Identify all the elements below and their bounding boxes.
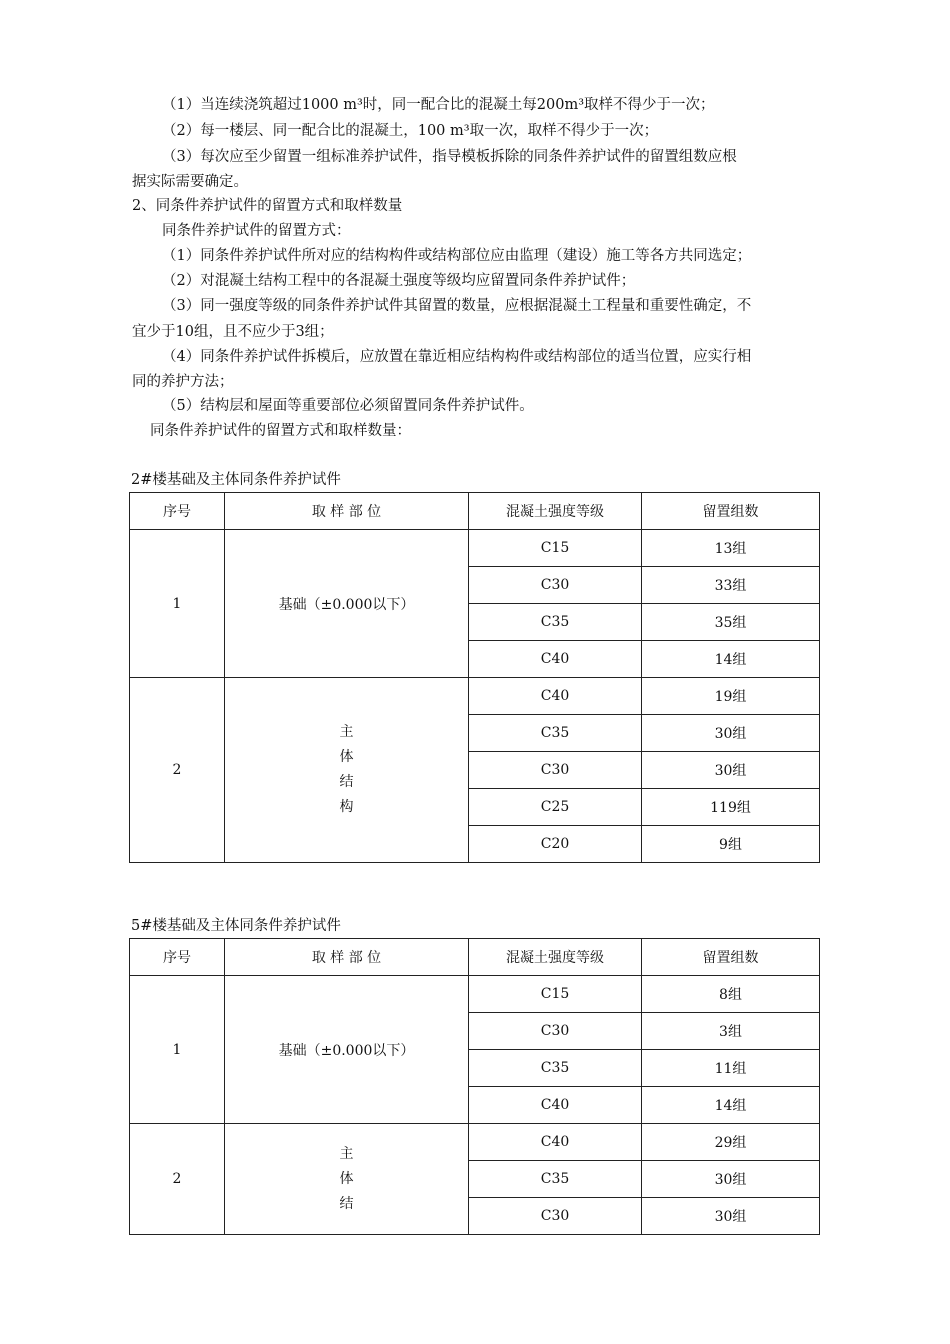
table-header-row <box>130 939 820 976</box>
row-number: 1 <box>130 530 225 678</box>
count-cell: 30组 <box>642 1198 820 1235</box>
grade-cell: C25 <box>469 789 642 826</box>
count-cell: 14组 <box>642 641 820 678</box>
location-char: 体 <box>339 749 354 765</box>
rule-item-3-line1: （3）同一强度等级的同条件养护试件其留置的数量，应根据混凝土工程量和重要性确定，不 <box>162 298 752 314</box>
grade-cell: C30 <box>469 1013 642 1050</box>
section-2-intro: 同条件养护试件的留置方式： <box>162 223 351 239</box>
location-char: 结 <box>339 774 354 790</box>
rule-item-4-line1: （4）同条件养护试件拆模后，应放置在靠近相应结构构件或结构部位的适当位置，应实行相 <box>162 349 752 365</box>
table1 <box>129 492 820 863</box>
location-cell-vertical <box>225 1124 469 1235</box>
rule-item-5: （5）结构层和屋面等重要部位必须留置同条件养护试件。 <box>162 398 534 414</box>
rule-item-4-line2: 同的养护方法； <box>132 374 234 390</box>
count-cell: 14组 <box>642 1087 820 1124</box>
rule-item-2: （2）对混凝土结构工程中的各混凝土强度等级均应留置同条件养护试件； <box>162 273 636 289</box>
count-cell: 8组 <box>642 976 820 1013</box>
grade-cell: C35 <box>469 1050 642 1087</box>
grade-cell: C40 <box>469 678 642 715</box>
row-number: 2 <box>130 678 225 863</box>
header-cell: 序号 <box>130 939 225 976</box>
grade-cell: C20 <box>469 826 642 863</box>
grade-cell: C40 <box>469 1124 642 1161</box>
table-row <box>130 530 820 567</box>
location-char: 构 <box>339 799 354 815</box>
grade-cell: C35 <box>469 604 642 641</box>
section-2-outro: 同条件养护试件的留置方式和取样数量： <box>150 423 411 439</box>
section-2-heading: 2、同条件养护试件的留置方式和取样数量 <box>132 198 403 214</box>
grade-cell: C15 <box>469 976 642 1013</box>
grade-cell: C40 <box>469 641 642 678</box>
header-cell: 取 样 部 位 <box>225 493 469 530</box>
grade-cell: C30 <box>469 1198 642 1235</box>
row-number: 1 <box>130 976 225 1124</box>
count-cell: 3组 <box>642 1013 820 1050</box>
grade-cell: C40 <box>469 1087 642 1124</box>
grade-cell: C30 <box>469 752 642 789</box>
location-cell-vertical <box>225 678 469 863</box>
grade-cell: C35 <box>469 1161 642 1198</box>
count-cell: 11组 <box>642 1050 820 1087</box>
table2-caption: 5#楼基础及主体同条件养护试件 <box>131 918 341 934</box>
paragraph-item-2: （2）每一楼层、同一配合比的混凝土，100 m³取一次，取样不得少于一次； <box>162 123 659 139</box>
count-cell: 30组 <box>642 1161 820 1198</box>
location-char: 结 <box>339 1195 354 1212</box>
table-header-row <box>130 493 820 530</box>
location-cell: 基础（±0.000以下） <box>225 530 469 678</box>
header-cell: 取 样 部 位 <box>225 939 469 976</box>
header-cell: 留置组数 <box>642 493 820 530</box>
rule-item-3-line2: 宜少于10组，且不应少于3组； <box>132 324 334 340</box>
location-char: 主 <box>339 1145 354 1162</box>
paragraph-item-3-line2: 据实际需要确定。 <box>132 174 248 190</box>
location-cell: 基础（±0.000以下） <box>225 976 469 1124</box>
count-cell: 35组 <box>642 604 820 641</box>
location-char: 体 <box>339 1170 354 1187</box>
table-row <box>130 678 820 715</box>
count-cell: 30组 <box>642 752 820 789</box>
rule-item-1: （1）同条件养护试件所对应的结构构件或结构部位应由监理（建设）施工等各方共同选定； <box>162 248 752 264</box>
grade-cell: C30 <box>469 567 642 604</box>
grade-cell: C15 <box>469 530 642 567</box>
table2 <box>129 938 820 1235</box>
grade-cell: C35 <box>469 715 642 752</box>
header-cell: 混凝土强度等级 <box>469 493 642 530</box>
paragraph-item-1: （1）当连续浇筑超过1000 m³时，同一配合比的混凝土每200m³取样不得少于一次； <box>162 97 715 113</box>
header-cell: 序号 <box>130 493 225 530</box>
count-cell: 33组 <box>642 567 820 604</box>
row-number: 2 <box>130 1124 225 1235</box>
count-cell: 29组 <box>642 1124 820 1161</box>
table1-caption: 2#楼基础及主体同条件养护试件 <box>131 472 341 488</box>
paragraph-item-3-line1: （3）每次应至少留置一组标准养护试件，指导模板拆除的同条件养护试件的留置组数应根 <box>162 149 737 165</box>
count-cell: 119组 <box>642 789 820 826</box>
header-cell: 留置组数 <box>642 939 820 976</box>
count-cell: 19组 <box>642 678 820 715</box>
count-cell: 9组 <box>642 826 820 863</box>
header-cell: 混凝土强度等级 <box>469 939 642 976</box>
count-cell: 30组 <box>642 715 820 752</box>
location-char: 主 <box>339 724 354 740</box>
table-row <box>130 1124 820 1161</box>
table-row <box>130 976 820 1013</box>
count-cell: 13组 <box>642 530 820 567</box>
